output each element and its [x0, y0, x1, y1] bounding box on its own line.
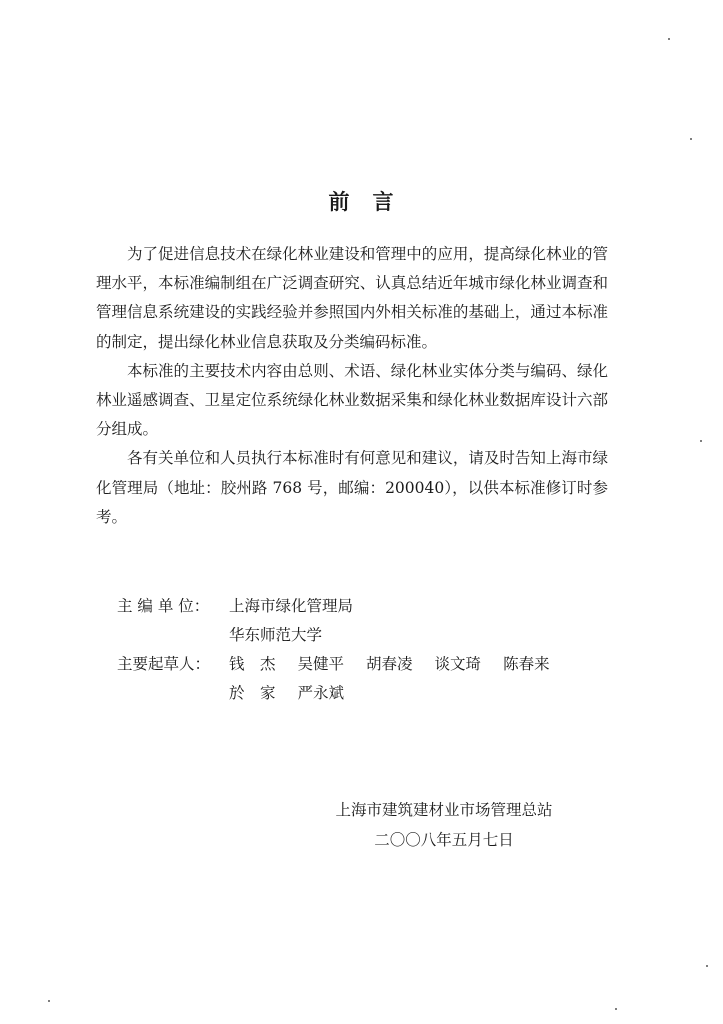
title-char-1: 前 — [328, 190, 351, 214]
preface-body — [96, 240, 608, 532]
chief-unit-row — [117, 621, 572, 650]
drafters-label: 主要起草人： — [117, 655, 211, 673]
chief-unit-row — [117, 592, 572, 621]
credits-block — [117, 592, 572, 708]
drafter-name: 严永斌 — [297, 684, 345, 702]
drafter-name: 谈文琦 — [434, 655, 482, 673]
scan-speck — [48, 1000, 50, 1002]
chief-unit: 上海市绿化管理局 — [229, 597, 354, 615]
drafter-name: 於 家 — [229, 684, 276, 702]
scan-speck — [700, 440, 702, 442]
scan-speck — [668, 38, 670, 40]
page-title — [0, 186, 723, 216]
drafters-row — [117, 650, 572, 679]
scan-speck — [690, 138, 692, 140]
signature-block — [314, 795, 574, 855]
chief-unit-label: 主 编 单 位： — [117, 597, 210, 615]
drafter-name: 胡春凌 — [366, 655, 413, 673]
drafter-name: 钱 杰 — [229, 655, 276, 673]
scan-speck — [615, 1008, 617, 1010]
signature-org: 上海市建筑建材业市场管理总站 — [335, 801, 553, 819]
signature-date: 二〇〇八年五月七日 — [374, 831, 514, 849]
scan-speck — [706, 965, 708, 967]
drafter-name: 陈春来 — [503, 655, 550, 673]
chief-unit: 华东师范大学 — [229, 626, 323, 644]
title-char-2: 言 — [372, 190, 395, 214]
paragraph: 本标准的主要技术内容由总则、术语、绿化林业实体分类与编码、绿化林业遥感调查、卫星定位系统绿化林业数据采集和绿化林业数据库设计六部分组成。 — [96, 361, 608, 439]
paragraph: 各有关单位和人员执行本标准时有何意见和建议，请及时告知上海市绿化管理局（地址：胶州路 768 号，邮编：200040），以供本标准修订时参考。 — [96, 449, 608, 526]
paragraph: 为了促进信息技术在绿化林业建设和管理中的应用，提高绿化林业的管理水平，本标准编制组在广泛调查研究、认真总结近年城市绿化林业调查和管理信息系统建设的实践经验并参照国内外相关标准的基础上，通过本标准的制定，提出绿化林业信息获取及分类编码标准。 — [96, 245, 608, 351]
drafter-name: 吴健平 — [297, 655, 345, 673]
drafters-row — [117, 679, 572, 708]
